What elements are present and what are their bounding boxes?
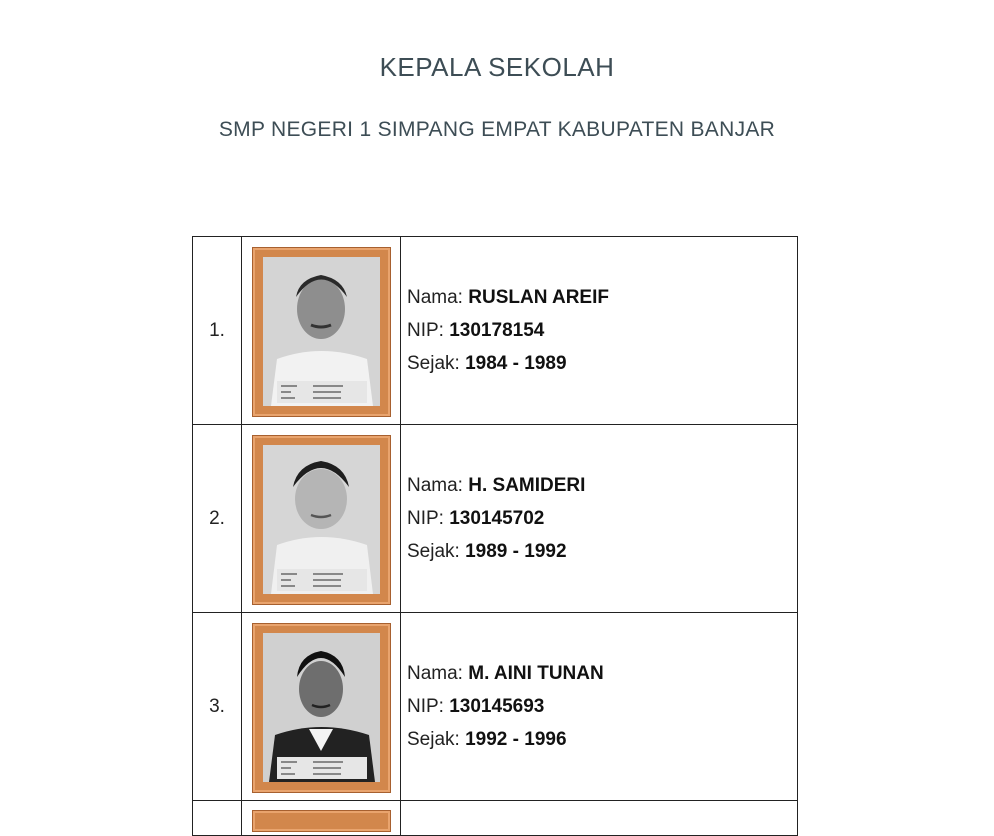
photo-frame bbox=[252, 810, 391, 832]
portrait-photo-icon bbox=[263, 445, 380, 594]
principal-name: RUSLAN AREIF bbox=[468, 287, 609, 308]
name-label: Nama: bbox=[407, 475, 463, 496]
table-row-partial bbox=[193, 801, 798, 836]
period-line bbox=[407, 535, 797, 568]
principal-info bbox=[401, 613, 798, 801]
nip-label: NIP: bbox=[407, 508, 444, 529]
table-row bbox=[193, 425, 798, 613]
name-line bbox=[407, 281, 797, 314]
row-number bbox=[193, 801, 242, 836]
photo-frame bbox=[252, 247, 391, 417]
nip-line bbox=[407, 314, 797, 347]
principals-table bbox=[192, 236, 798, 836]
name-line bbox=[407, 657, 797, 690]
principal-nip: 130178154 bbox=[449, 320, 545, 341]
row-number: 3. bbox=[193, 613, 242, 801]
row-number: 1. bbox=[193, 237, 242, 425]
period-line bbox=[407, 723, 797, 756]
period-label: Sejak: bbox=[407, 353, 460, 374]
table-row bbox=[193, 613, 798, 801]
nip-line bbox=[407, 502, 797, 535]
table-row bbox=[193, 237, 798, 425]
nip-line bbox=[407, 690, 797, 723]
principal-info bbox=[401, 425, 798, 613]
photo-cell bbox=[242, 425, 401, 613]
nip-label: NIP: bbox=[407, 696, 444, 717]
principal-period: 1992 - 1996 bbox=[465, 729, 567, 750]
period-line bbox=[407, 347, 797, 380]
photo-cell bbox=[242, 801, 401, 836]
principal-period: 1989 - 1992 bbox=[465, 541, 567, 562]
photo-frame bbox=[252, 623, 391, 793]
name-label: Nama: bbox=[407, 663, 463, 684]
page-title: KEPALA SEKOLAH bbox=[379, 52, 615, 82]
period-label: Sejak: bbox=[407, 541, 460, 562]
portrait-photo-icon bbox=[263, 633, 380, 782]
name-label: Nama: bbox=[407, 287, 463, 308]
principal-period: 1984 - 1989 bbox=[465, 353, 567, 374]
photo-frame bbox=[252, 435, 391, 605]
period-label: Sejak: bbox=[407, 729, 460, 750]
name-line bbox=[407, 469, 797, 502]
principal-name: M. AINI TUNAN bbox=[468, 663, 604, 684]
photo-cell bbox=[242, 237, 401, 425]
principal-nip: 130145702 bbox=[449, 508, 545, 529]
page-subtitle: SMP NEGERI 1 SIMPANG EMPAT KABUPATEN BANJAR bbox=[218, 118, 776, 141]
nip-label: NIP: bbox=[407, 320, 444, 341]
row-number: 2. bbox=[193, 425, 242, 613]
principal-info bbox=[401, 801, 798, 836]
principal-info bbox=[401, 237, 798, 425]
photo-cell bbox=[242, 613, 401, 801]
principal-nip: 130145693 bbox=[449, 696, 545, 717]
portrait-photo-icon bbox=[263, 257, 380, 406]
principal-name: H. SAMIDERI bbox=[468, 475, 586, 496]
